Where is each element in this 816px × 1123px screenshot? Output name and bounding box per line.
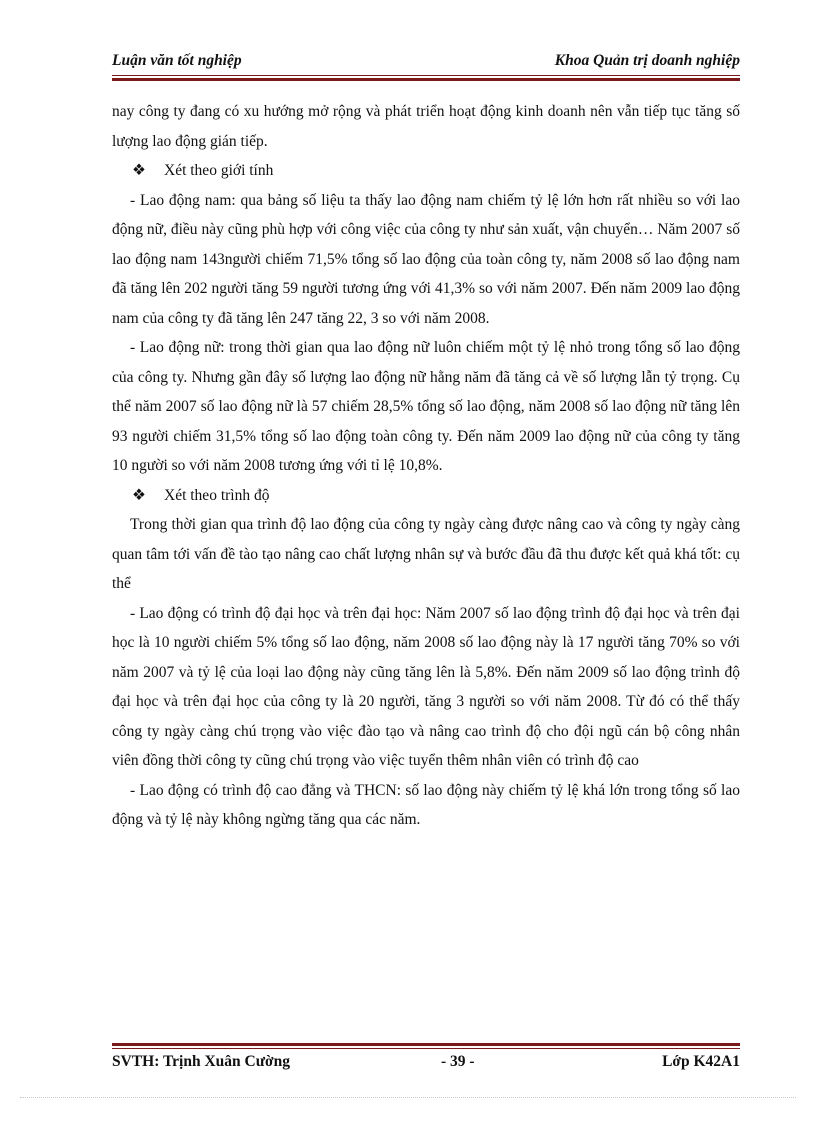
header-rule-thick — [112, 78, 740, 81]
header-rule-thin — [112, 75, 740, 76]
section-heading-gender-text: Xét theo giới tính — [164, 162, 274, 179]
paragraph-college-labor: - Lao động có trình độ cao đẳng và THCN: số lao động này chiếm tỷ lệ khá lớn trong tổng số lao động và tỷ lệ này không ngừng tăng qua các năm. — [112, 781, 740, 828]
footer-student: SVTH: Trịnh Xuân Cường — [112, 1053, 290, 1070]
paragraph-male-labor: - Lao động nam: qua bảng số liệu ta thấy lao động nam chiếm tỷ lệ lớn hơn rất nhiều so với lao động nữ, điều này cũng phù hợp với công việc của công ty như sản xuất, vận chuyển… Năm 2007 số lao động nam 143người chiếm 71,5% tổng số lao động của toàn công ty, năm 2008 số lao động nam đã tăng lên 202 người tăng 59 người tương ứng với 41,3% so với năm 2007. Đến năm 2009 lao động nam của công ty đã tăng lên 247 tăng 22, 3 so với năm 2008. — [112, 191, 740, 327]
footer-rule-thin — [112, 1048, 740, 1049]
section-heading-gender — [112, 156, 740, 186]
page-number: - 39 - — [441, 1053, 475, 1070]
paragraph-continuation: nay công ty đang có xu hướng mở rộng và phát triển hoạt động kinh doanh nên vẫn tiếp tục tăng số lượng lao động gián tiếp. — [112, 103, 740, 150]
page-header — [112, 52, 740, 74]
page-footer — [112, 1053, 740, 1075]
footer-rule-thick — [112, 1043, 740, 1046]
paragraph-female-labor: - Lao động nữ: trong thời gian qua lao động nữ luôn chiếm một tỷ lệ nhỏ trong tổng số lao động của công ty. Nhưng gần đây số lượng lao động nữ hằng năm đã tăng cả về số lượng lẫn tỷ trọng. Cụ thể năm 2007 số lao động nữ là 57 chiếm 28,5% tổng số lao động, năm 2008 số lao động nữ tăng lên 93 người chiếm 31,5% tổng số lao động toàn công ty. Đến năm 2009 lao động nữ của công ty tăng 10 người so với năm 2008 tương ứng với tỉ lệ 10,8%. — [112, 339, 740, 474]
section-heading-education — [112, 481, 740, 511]
paragraph-university-labor: - Lao động có trình độ đại học và trên đại học: Năm 2007 số lao động trình độ đại học và trên đại học là 10 người chiếm 5% tổng số lao động, năm 2008 số lao động này là 17 người tăng 70% so với năm 2007 và tỷ lệ của loại lao động này cũng tăng lên là 5,8%. Đến năm 2009 số lao động trình độ đại học và trên đại học của công ty là 20 người, tăng 3 người so với năm 2008. Từ đó có thể thấy công ty ngày càng chú trọng vào việc đào tạo và nâng cao trình độ cho đội ngũ cán bộ công nhân viên đồng thời công ty cũng chú trọng vào việc tuyển thêm nhân viên có trình độ cao — [112, 604, 740, 769]
paragraph-education-intro: Trong thời gian qua trình độ lao động của công ty ngày càng được nâng cao và công ty ngày càng quan tâm tới vấn đề tào tạo nâng cao chất lượng nhân sự và bước đầu đã thu được kết quả khá tốt: cụ thể — [112, 516, 740, 592]
header-thesis-title: Luận văn tốt nghiệp — [112, 52, 242, 69]
footer-class: Lớp K42A1 — [662, 1053, 740, 1070]
diamond-bullet-icon: ❖ — [132, 162, 146, 179]
page-bottom-dotted-line — [20, 1097, 796, 1098]
section-heading-education-text: Xét theo trình độ — [164, 486, 270, 504]
diamond-bullet-icon: ❖ — [132, 486, 146, 504]
header-faculty: Khoa Quản trị doanh nghiệp — [554, 52, 740, 69]
document-body — [112, 97, 740, 835]
